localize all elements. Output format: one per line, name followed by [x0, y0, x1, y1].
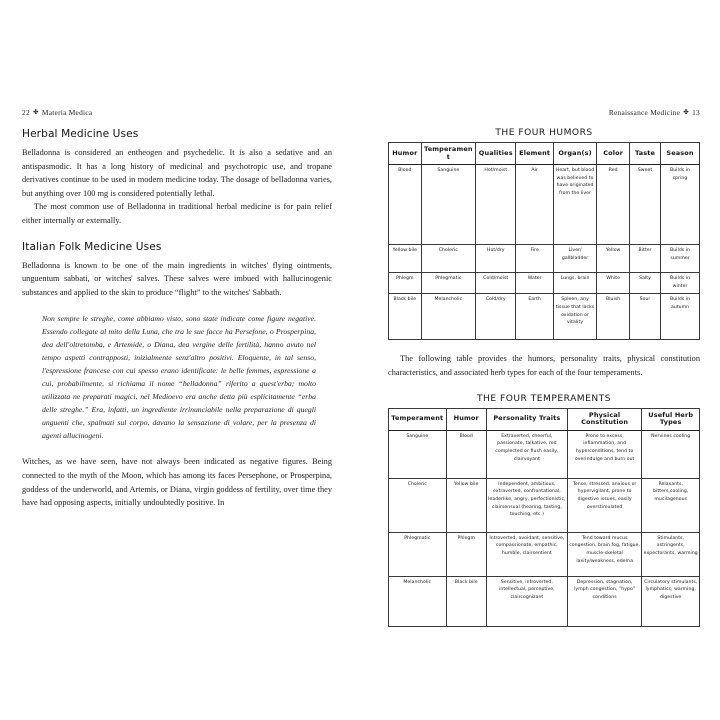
table-caption-four-humors: THE FOUR HUMORS — [495, 128, 593, 138]
table-cell: Sanguine — [389, 430, 447, 478]
column-header: Qualities — [476, 143, 516, 165]
paragraph-herbal-2: The most common use of Belladonna in traditional herbal medicine is for pain relief either internally or externally. — [22, 202, 332, 225]
table-cell: Black bile — [389, 294, 422, 340]
table-cell: Hot/dry — [476, 245, 516, 273]
table-caption-four-temperaments: THE FOUR TEMPERAMENTS — [476, 393, 612, 404]
table-cell: Extraverted, cheerful, passionate, talkative, red complected or flush easily, clairvoyant — [486, 430, 567, 478]
table-cell: Phlegm — [446, 532, 486, 576]
table-cell: Sanguine — [421, 165, 475, 245]
table-cell: Hot/moist — [476, 165, 516, 245]
fleuron-icon: ✤ — [683, 108, 689, 116]
column-header: Temperament — [389, 408, 447, 430]
table-cell: Independent, ambitious, extraverted, confrontational, leaderlike, angry, perfectionistic, clairsensual (hearing, tasting, touching, etc.) — [486, 478, 567, 532]
table-cell: Black bile — [446, 576, 486, 626]
table-cell: Air — [516, 165, 553, 245]
table-cell: Builds in autumn — [661, 294, 700, 340]
table-cell: Red — [597, 165, 630, 245]
table-cell: Phlegmatic — [421, 273, 475, 294]
paragraph-witches-closing: Witches, as we have seen, have not always been indicated as negative figures. Being connected to the myth of the Moon, which has among its faces Persephone, or Prosperpina, goddess of the underworld, and Artemis, or Diana, virgin goddess of fertility, over time they have had opposing aspects, initially undoubtedly positive. In — [22, 457, 332, 508]
column-header: Temperament — [421, 143, 475, 165]
table-cell: Phlegm — [389, 273, 422, 294]
table-cell: Blood — [446, 430, 486, 478]
table-cell: Yellow — [597, 245, 630, 273]
table-row — [389, 165, 700, 245]
table-cell: Melancholic — [421, 294, 475, 340]
column-header: Useful Herb Types — [642, 408, 700, 430]
table-cell: Builds in summer — [661, 245, 700, 273]
table-cell: Salty — [629, 273, 660, 294]
table-cell: Stimulants, astringents, expectorants, warming — [642, 532, 700, 576]
fleuron-icon: ✤ — [33, 108, 39, 116]
table-row — [389, 430, 700, 478]
table-cell: Yellow bile — [446, 478, 486, 532]
table-cell: White — [597, 273, 630, 294]
table-row — [389, 532, 700, 576]
paragraph-following-table-note: The following table provides the humors, personality traits, physical constitution characteristics, and associated herb types for each of the four temperaments. — [388, 354, 700, 377]
table-cell: Tend toward mucus congestion, brain fog, fatigue, muscle-skeletal laxity/weakness, edema — [567, 532, 642, 576]
block-quote-text: Non sempre le streghe, come abbiamo visto, sono state indicate come figure negative. Essendo collegate al mito della Luna, che tra le sue facce ha Persefone, o Prosperpina, dea dell'oltretomba, e Artemide, o Diana, dea vergine delle fertilità, hanno avuto nel tempo aspetti contrapposti, inizialmente senz'altro positivi. Eloquente, in tal senso, l'espressione francese con cui spesso erano identificate: le belle femmes, espressione a cui, probabilmente, si richiama il nome “belladonna” riferito a quest'erba; molto utilizzata ne preparati magici, nel Medioevo era anche detta più esplicitamente “erba delle streghe.” Era, infatti, un ingrediente irrinunciabile nella preparazione di quegli unguenti che, spalmati sul corpo, davano la sensazione di volare, per la presenza di agenti allucinogeni. — [42, 314, 316, 441]
table-cell: Bitter — [629, 245, 660, 273]
left-running-head-title: Materia Medica — [41, 108, 93, 117]
table-header-row — [389, 143, 700, 165]
table-header-row — [389, 408, 700, 430]
table-cell: Nervines cooling — [642, 430, 700, 478]
column-header: Taste — [629, 143, 660, 165]
table-cell: Yellow bile — [389, 245, 422, 273]
left-page — [22, 108, 332, 510]
table-cell: Choleric — [421, 245, 475, 273]
table-cell: Sour — [629, 294, 660, 340]
table-cell: Bluish — [597, 294, 630, 340]
table-cell: Spleen, any tissue that lacks oxidation or vitality — [553, 294, 597, 340]
table-cell: Cold/moist — [476, 273, 516, 294]
table-cell: Prone to excess, inflammation, and hyperconditions, tend to overindulge and burn out — [567, 430, 642, 478]
table-cell: Phlegmatic — [389, 532, 447, 576]
table-cell: Melancholic — [389, 576, 447, 626]
column-header: Color — [597, 143, 630, 165]
table-cell: Builds in spring — [661, 165, 700, 245]
table-cell: Water — [516, 273, 553, 294]
table-four-temperaments — [388, 408, 700, 627]
left-running-head — [22, 108, 332, 117]
table-cell: Lungs, brain — [553, 273, 597, 294]
table-row — [389, 273, 700, 294]
right-running-head — [388, 108, 700, 117]
table-cell: Relaxants, bitters,cooling, mucilagenous — [642, 478, 700, 532]
table-cell: Heart, but blood was believed to have originated from the liver — [553, 165, 597, 245]
table-cell: Introverted, avoidant, sensitive, compassionate, empathic, humble, clairsentient — [486, 532, 567, 576]
column-header: Organ(s) — [553, 143, 597, 165]
table-cell: Circulatory stimulants, lymphatics, warming, digestive — [642, 576, 700, 626]
table-cell: Depression, stagnation, lymph congestion, “hypo” conditions — [567, 576, 642, 626]
column-header: Season — [661, 143, 700, 165]
section-heading-italian-folk-medicine-uses: Italian Folk Medicine Uses — [22, 240, 162, 253]
table-four-humors — [388, 142, 700, 340]
column-header: Personality Traits — [486, 408, 567, 430]
table-cell: Builds in winter — [661, 273, 700, 294]
table-cell: Blood — [389, 165, 422, 245]
table-row — [389, 245, 700, 273]
column-header: Humor — [389, 143, 422, 165]
section-heading-herbal-medicine-uses: Herbal Medicine Uses — [22, 128, 139, 140]
table-row — [389, 294, 700, 340]
table-row — [389, 478, 700, 532]
table-cell: Sensitive, introverted, intellectual, perceptive, claircognizant — [486, 576, 567, 626]
column-header: Physical Constitution — [567, 408, 642, 430]
table-cell: Cold/dry — [476, 294, 516, 340]
table-row — [389, 576, 700, 626]
table-cell: Sweet — [629, 165, 660, 245]
left-page-number: 22 — [22, 108, 30, 117]
table-cell: Earth — [516, 294, 553, 340]
table-cell: Liver/ gallbladder — [553, 245, 597, 273]
table-cell: Fire — [516, 245, 553, 273]
column-header: Element — [516, 143, 553, 165]
column-header: Humor — [446, 408, 486, 430]
table-cell: Tense, stressed, anxious or hypervigilant, prone to digestive issues, easily overstimulated — [567, 478, 642, 532]
right-running-head-title: Renaissance Medicine — [608, 108, 681, 117]
paragraph-herbal-1: Belladonna is considered an entheogen and psychedelic. It is also a sedative and an antispasmodic. It has a long history of medicinal and psychotropic use, and tropane derivatives continue to be used in modern medicine today. The dosage of belladonna varies, but anything over 100 mg is considered potentially lethal. — [22, 148, 332, 198]
right-page — [388, 108, 700, 627]
paragraph-italian-1: Belladonna is known to be one of the main ingredients in witches' flying ointments, unguentum sabbati, or witches' salves. These salves were imbued with hallucinogenic substances and applied to the skin to produce “flight” to the witches' Sabbath. — [22, 260, 332, 297]
block-quote-italian — [42, 312, 316, 442]
table-cell: Choleric — [389, 478, 447, 532]
right-page-number: 13 — [692, 108, 700, 117]
